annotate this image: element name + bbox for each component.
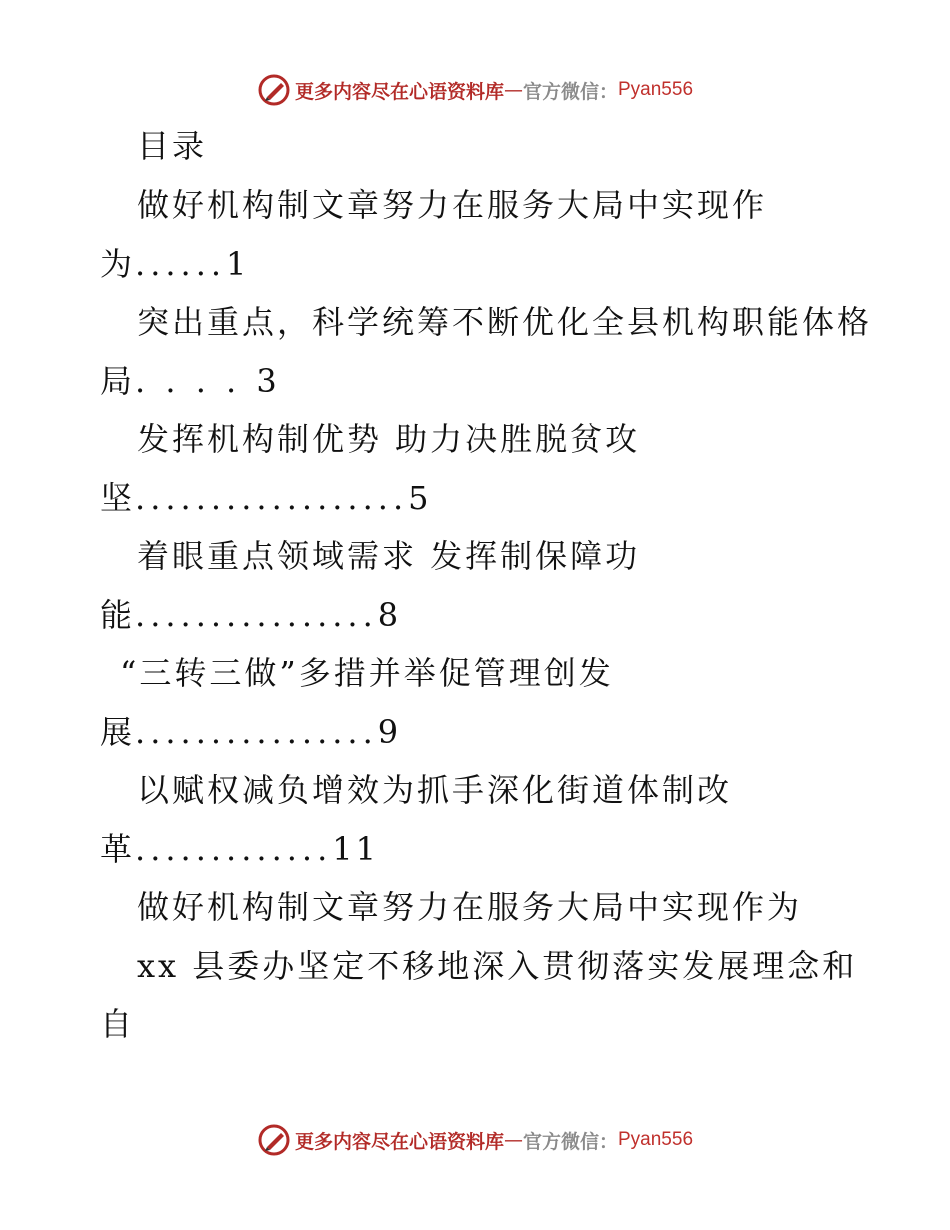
toc-entry-2-tail — [100, 361, 280, 401]
toc-entry-1-tail — [100, 244, 249, 284]
toc-entry-4-page: 8 — [377, 596, 402, 634]
article-title: 做好机构制文章努力在服务大局中实现作为 — [137, 888, 803, 926]
toc-entry-4-tail — [100, 595, 401, 635]
banner-text: 更多内容尽在心语资料库 — [294, 1130, 504, 1153]
pen-logo-icon — [257, 1123, 291, 1157]
toc-entry-2-leader: . . . . — [135, 362, 257, 400]
toc-entry-3-char: 坚 — [100, 479, 136, 517]
banner-separator: — — [503, 79, 523, 101]
toc-entry-6-char: 革 — [100, 830, 136, 868]
toc-entry-2-char: 局 — [100, 362, 136, 400]
banner-wechat-id: Pyan556 — [618, 79, 694, 100]
toc-entry-4-leader: ................ — [135, 596, 378, 634]
footer-banner — [0, 1120, 950, 1160]
toc-entry-3-title: 发挥机构制优势 助力决胜脱贫攻 — [137, 420, 641, 458]
toc-entry-5-char: 展 — [100, 713, 136, 751]
toc-entry-6-leader: ............. — [135, 830, 333, 868]
toc-heading: 目录 — [137, 127, 208, 165]
toc-entry-6-title: 以赋权减负增效为抓手深化街道体制改 — [137, 771, 733, 809]
toc-entry-2-page: 3 — [256, 362, 280, 400]
toc-entry-5-page: 9 — [377, 713, 402, 751]
toc-entry-1-leader: ...... — [135, 245, 227, 283]
banner-text: 更多内容尽在心语资料库 — [294, 80, 504, 103]
toc-entry-4-char: 能 — [100, 596, 136, 634]
banner-wechat-id: Pyan556 — [618, 1129, 694, 1150]
article-paragraph-line-2: 自 — [100, 1005, 136, 1043]
toc-entry-3-leader: .................. — [135, 479, 409, 517]
toc-entry-3-tail — [100, 478, 431, 518]
banner-wechat-label: 官方微信： — [522, 80, 618, 103]
toc-entry-6-tail — [100, 829, 379, 869]
toc-entry-3-page: 5 — [408, 479, 432, 517]
toc-entry-1-page: 1 — [226, 245, 250, 283]
toc-entry-1-char: 为 — [100, 245, 136, 283]
article-paragraph-line-1: xx 县委办坚定不移地深入贯彻落实发展理念和 — [137, 947, 858, 985]
toc-entry-6-page: 11 — [332, 830, 379, 868]
header-banner — [0, 70, 950, 110]
toc-entry-1-title: 做好机构制文章努力在服务大局中实现作 — [137, 186, 768, 224]
banner-separator: — — [503, 1129, 523, 1151]
banner-wechat-label: 官方微信： — [522, 1130, 618, 1153]
toc-entry-5-title: “三转三做”多措并举促管理创发 — [120, 654, 614, 692]
toc-entry-5-leader: ................ — [135, 713, 378, 751]
pen-logo-icon — [257, 73, 291, 107]
toc-entry-5-tail — [100, 712, 401, 752]
toc-entry-2-title: 突出重点，科学统筹不断优化全县机构职能体格 — [137, 303, 873, 341]
toc-entry-4-title: 着眼重点领域需求 发挥制保障功 — [137, 537, 641, 575]
